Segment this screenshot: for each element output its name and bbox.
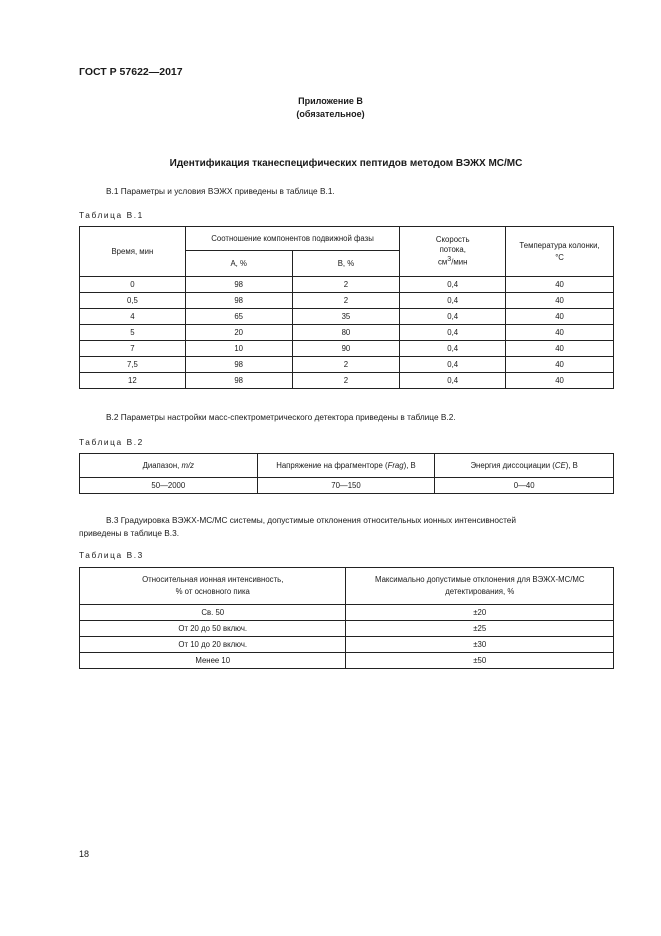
table-cell: 40 — [506, 325, 614, 341]
table-row — [80, 637, 614, 653]
table-b3-header-deviation: Максимально допустимые отклонения для ВЭЖХ-МС/МС детектирования, % — [346, 568, 614, 605]
table-cell: 2 — [292, 277, 400, 293]
table-cell: 2 — [292, 293, 400, 309]
table-cell: 0,4 — [400, 293, 506, 309]
table-cell: Менее 10 — [80, 653, 346, 669]
table-row — [80, 357, 614, 373]
table-b2-value-range: 50—2000 — [80, 478, 258, 494]
table-cell: ±30 — [346, 637, 614, 653]
col-header-a: А, % — [185, 251, 292, 277]
table-b2-caption: Таблица В.2 — [79, 437, 144, 447]
table-b1 — [79, 226, 614, 389]
table-b3 — [79, 567, 614, 669]
table-cell: 7,5 — [80, 357, 186, 373]
col-header-temperature — [506, 227, 614, 277]
table-row — [80, 325, 614, 341]
flow-line-2: потока, — [439, 245, 466, 255]
table-b3-caption: Таблица В.3 — [79, 550, 144, 560]
table-cell: ±50 — [346, 653, 614, 669]
table-b2-header-voltage: Напряжение на фрагменторе (Frag), В — [257, 454, 435, 478]
table-b2-value-energy: 0—40 — [435, 478, 614, 494]
table-cell: ±25 — [346, 621, 614, 637]
table-cell: 0,4 — [400, 357, 506, 373]
paragraph-b3-line1: В.3 Градуировка ВЭЖХ-МС/МС системы, допустимые отклонения относительных ионных интенсивностей — [106, 515, 517, 525]
table-b1-caption: Таблица В.1 — [79, 210, 144, 220]
table-cell: 2 — [292, 373, 400, 389]
table-b2-header-range: Диапазон, m/z — [80, 454, 258, 478]
table-row — [80, 341, 614, 357]
table-cell: 0,4 — [400, 341, 506, 357]
table-cell: 40 — [506, 277, 614, 293]
table-cell: 12 — [80, 373, 186, 389]
table-cell: От 20 до 50 включ. — [80, 621, 346, 637]
table-row — [80, 605, 614, 621]
paragraph-b2: В.2 Параметры настройки масс-спектрометрического детектора приведены в таблице В.2. — [106, 412, 456, 422]
table-cell: 2 — [292, 357, 400, 373]
col-header-flow — [400, 227, 506, 277]
table-cell: 0,5 — [80, 293, 186, 309]
page-number: 18 — [79, 849, 90, 859]
col-header-b: В, % — [292, 251, 400, 277]
flow-line-4: /мин — [451, 257, 468, 267]
paragraph-b3-line2: приведены в таблице В.3. — [79, 528, 180, 538]
table-cell: 0,4 — [400, 309, 506, 325]
table-row — [80, 621, 614, 637]
table-cell: 0,4 — [400, 325, 506, 341]
temp-line-1: Температура колонки, — [519, 240, 600, 250]
table-b2-header-energy: Энергия диссоциации (CE), В — [435, 454, 614, 478]
table-cell: 0,4 — [400, 373, 506, 389]
flow-line-3: см — [438, 257, 448, 267]
table-row — [80, 653, 614, 669]
table-cell: 98 — [185, 357, 292, 373]
table-cell: 7 — [80, 341, 186, 357]
table-cell: 98 — [185, 293, 292, 309]
table-cell: От 10 до 20 включ. — [80, 637, 346, 653]
table-cell: 5 — [80, 325, 186, 341]
table-cell: ±20 — [346, 605, 614, 621]
paragraph-b1: В.1 Параметры и условия ВЭЖХ приведены в таблице В.1. — [106, 186, 335, 196]
section-title: Идентификация тканеспецифических пептидов методом ВЭЖХ МС/МС — [169, 158, 523, 169]
table-b2 — [79, 453, 614, 494]
table-b2-value-voltage: 70—150 — [257, 478, 435, 494]
table-row — [80, 293, 614, 309]
table-cell: 40 — [506, 373, 614, 389]
table-cell: 98 — [185, 373, 292, 389]
table-row — [80, 277, 614, 293]
table-row — [80, 309, 614, 325]
table-cell: 65 — [185, 309, 292, 325]
table-b3-header-intensity: Относительная ионная интенсивность, % от основного пика — [80, 568, 346, 605]
table-cell: 40 — [506, 309, 614, 325]
table-row — [80, 373, 614, 389]
document-header: ГОСТ Р 57622—2017 — [79, 66, 183, 78]
col-header-ratio: Соотношение компонентов подвижной фазы — [185, 227, 400, 251]
appendix-title: Приложение В — [298, 96, 363, 106]
table-cell: 10 — [185, 341, 292, 357]
table-cell: 4 — [80, 309, 186, 325]
table-cell: 40 — [506, 341, 614, 357]
table-cell: 90 — [292, 341, 400, 357]
col-header-time: Время, мин — [80, 227, 186, 277]
appendix-status: (обязательное) — [296, 109, 365, 119]
flow-line-1: Скорость — [435, 235, 470, 245]
table-cell: 80 — [292, 325, 400, 341]
table-cell: 40 — [506, 293, 614, 309]
flow-sup: 3 — [447, 256, 452, 264]
table-cell: 0,4 — [400, 277, 506, 293]
table-cell: 98 — [185, 277, 292, 293]
table-cell: 40 — [506, 357, 614, 373]
table-cell: 0 — [80, 277, 186, 293]
temp-line-2: °С — [555, 252, 564, 262]
table-cell: Св. 50 — [80, 605, 346, 621]
table-cell: 35 — [292, 309, 400, 325]
table-cell: 20 — [185, 325, 292, 341]
